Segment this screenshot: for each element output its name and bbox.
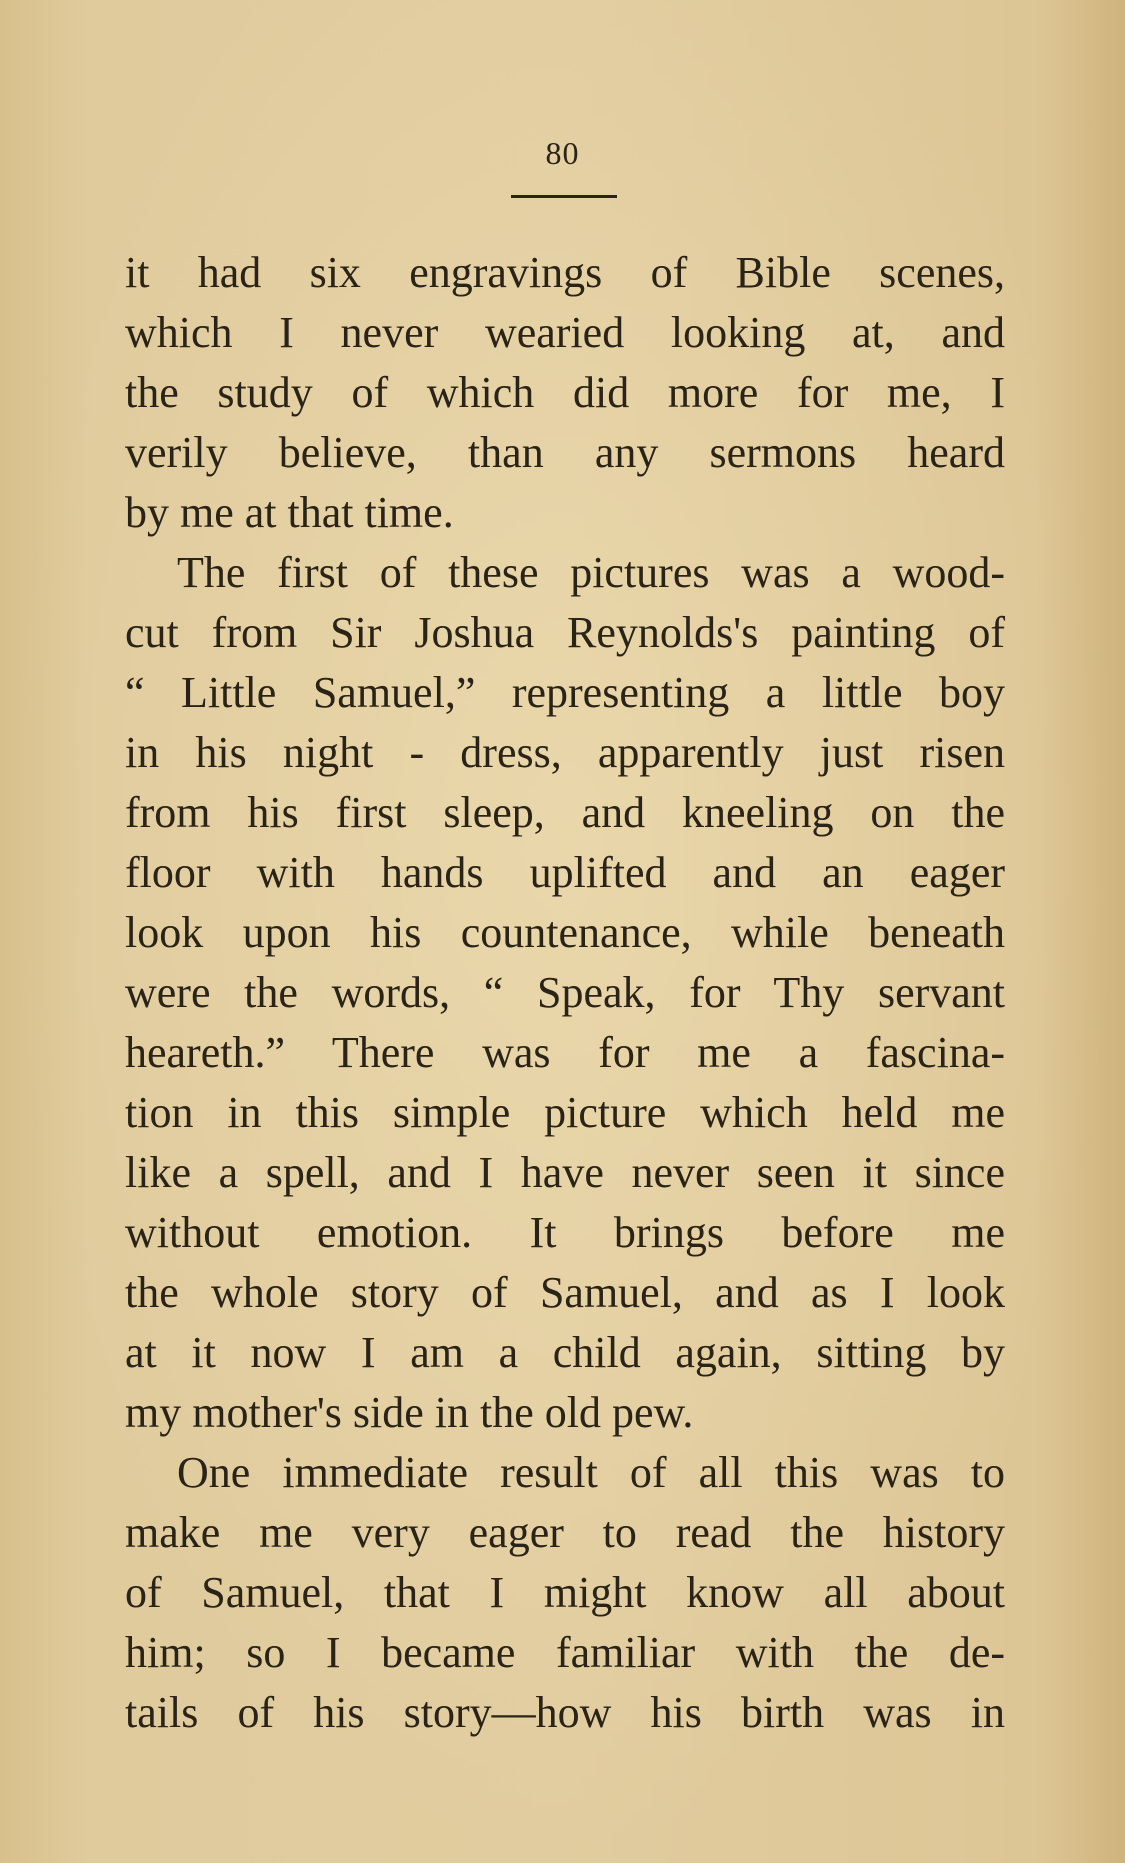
text-line: the study of which did more for me, I — [125, 368, 1005, 417]
text-line: were the words, “ Speak, for Thy servant — [125, 968, 1005, 1017]
text-line: tion in this simple picture which held me — [125, 1088, 1005, 1137]
text-line: from his first sleep, and kneeling on the — [125, 788, 1005, 837]
text-line: of Samuel, that I might know all about — [125, 1568, 1005, 1617]
page-number: 80 — [545, 135, 580, 171]
text-line: by me at that time. — [125, 488, 454, 537]
body-text — [125, 243, 1005, 1743]
text-line: without emotion. It brings before me — [125, 1208, 1005, 1257]
text-line: verily believe, than any sermons heard — [125, 428, 1005, 477]
text-line: it had six engravings of Bible scenes, — [125, 248, 1005, 297]
text-line: “ Little Samuel,” representing a little boy — [125, 668, 1005, 717]
text-line: heareth.” There was for me a fascina- — [125, 1028, 1005, 1077]
text-line: in his night - dress, apparently just risen — [125, 728, 1005, 777]
text-line: which I never wearied looking at, and — [125, 308, 1005, 357]
header-rule — [511, 195, 617, 198]
text-line: One immediate result of all this was to — [177, 1448, 1005, 1497]
text-line: tails of his story—how his birth was in — [125, 1688, 1005, 1737]
text-line: my mother's side in the old pew. — [125, 1388, 694, 1437]
text-line: floor with hands uplifted and an eager — [125, 848, 1005, 897]
text-line: at it now I am a child again, sitting by — [125, 1328, 1005, 1377]
text-line: The first of these pictures was a wood- — [177, 548, 1005, 597]
text-line: look upon his countenance, while beneath — [125, 908, 1005, 957]
text-line: like a spell, and I have never seen it since — [125, 1148, 1005, 1197]
text-line: cut from Sir Joshua Reynolds's painting of — [125, 608, 1005, 657]
text-line: make me very eager to read the history — [125, 1508, 1005, 1557]
text-line: the whole story of Samuel, and as I look — [125, 1268, 1005, 1317]
text-line: him; so I became familiar with the de- — [125, 1628, 1005, 1677]
